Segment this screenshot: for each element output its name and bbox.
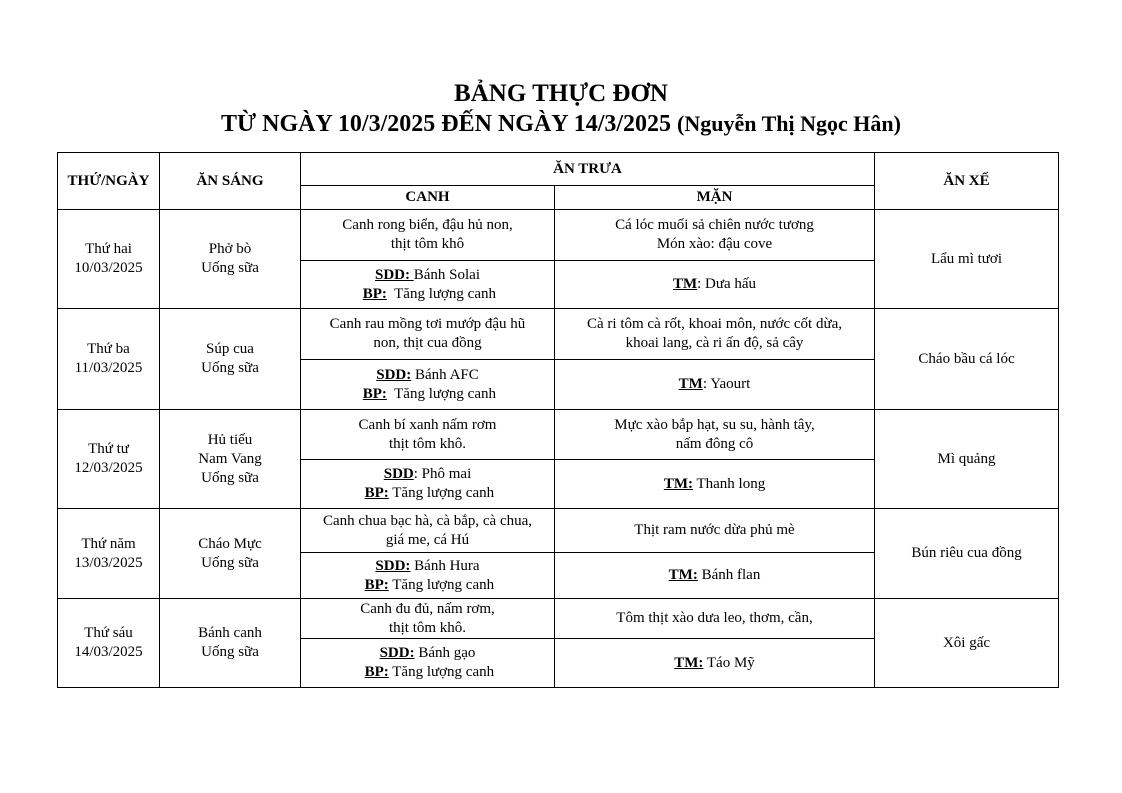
dessert-cell	[555, 460, 875, 509]
sdd-label: SDD	[383, 466, 414, 482]
breakfast-cell	[160, 410, 301, 509]
soup-line: Canh rau mồng tơi mướp đậu hũ	[329, 316, 526, 332]
date: 14/03/2025	[74, 644, 143, 660]
sdd-label: SDD:	[376, 366, 412, 383]
tm-line	[555, 566, 874, 585]
bp-label: BP:	[362, 285, 387, 302]
breakfast-line: Uống sữa	[201, 644, 259, 660]
soup-line: Canh chua bạc hà, cà bắp, cà chua,	[322, 512, 533, 529]
tm-value: Táo Mỹ	[703, 654, 755, 671]
author-name: (Nguyễn Thị Ngọc Hân)	[677, 111, 901, 136]
date: 11/03/2025	[74, 360, 143, 376]
soup-cell	[301, 599, 555, 639]
sdd-value: : Phô mai	[413, 466, 472, 482]
bp-value: Tăng lượng canh	[388, 664, 495, 680]
date: 13/03/2025	[74, 554, 143, 571]
bp-line	[301, 576, 554, 595]
supplement-cell	[301, 639, 555, 688]
sdd-line	[301, 266, 554, 285]
bp-line	[301, 484, 554, 503]
soup-cell	[301, 410, 555, 460]
sdd-line	[301, 366, 554, 385]
tm-label: TM	[672, 276, 698, 292]
date-range-text: TỪ NGÀY 10/3/2025 ĐẾN NGÀY 14/3/2025	[221, 111, 672, 137]
bp-label: BP:	[362, 385, 387, 402]
bp-line	[301, 285, 554, 304]
breakfast-cell	[160, 599, 301, 688]
breakfast-cell	[160, 210, 301, 309]
tm-value: : Yaourt	[702, 376, 751, 392]
menu-table	[57, 152, 1059, 688]
main-dish-line: Cá lóc muối sả chiên nước tương	[615, 217, 814, 233]
breakfast-line: Uống sữa	[201, 260, 259, 276]
breakfast-line: Bánh canh	[198, 625, 262, 641]
snack-cell: Xôi gấc	[875, 599, 1059, 688]
bp-label: BP:	[364, 576, 389, 593]
breakfast-line: Uống sữa	[201, 360, 259, 376]
breakfast-line: Uống sữa	[201, 554, 259, 571]
tm-line	[555, 275, 874, 294]
supplement-cell	[301, 261, 555, 309]
bp-label: BP:	[364, 664, 389, 680]
main-dish-cell	[555, 509, 875, 553]
bp-value: Tăng lượng canh	[386, 285, 497, 302]
header-soup: CANH	[301, 186, 555, 210]
dessert-cell	[555, 360, 875, 410]
day-cell	[58, 410, 160, 509]
main-dish-cell	[555, 599, 875, 639]
tm-line	[555, 475, 874, 494]
supplement-cell	[301, 553, 555, 599]
soup-line: thịt tôm khô.	[388, 435, 467, 452]
main-dish-cell	[555, 210, 875, 261]
main-dish-line: Tôm thịt xào dưa leo, thơm, cần,	[616, 610, 813, 626]
sdd-line	[301, 557, 554, 576]
soup-cell	[301, 309, 555, 360]
tm-value: : Dưa hấu	[697, 276, 757, 292]
breakfast-line: Súp cua	[206, 341, 254, 357]
soup-line: giá me, cá Hú	[385, 531, 470, 548]
day-cell	[58, 599, 160, 688]
breakfast-line: Nam Vang	[198, 450, 262, 467]
main-dish-line: khoai lang, cà ri ấn độ, sả cây	[625, 335, 804, 351]
sdd-label: SDD:	[374, 266, 414, 283]
main-dish-line: Mực xào bắp hạt, su su, hành tây,	[614, 416, 815, 433]
date: 12/03/2025	[74, 460, 143, 476]
bp-value: Tăng lượng canh	[386, 385, 497, 402]
menu-date-range	[0, 111, 1122, 138]
dessert-cell	[555, 553, 875, 599]
sdd-line	[301, 465, 554, 484]
menu-row	[58, 309, 1059, 360]
bp-line	[301, 385, 554, 404]
soup-cell	[301, 509, 555, 553]
soup-line: non, thịt cua đồng	[373, 335, 482, 351]
menu-row	[58, 210, 1059, 261]
snack-cell: Cháo bầu cá lóc	[875, 309, 1059, 410]
sdd-label: SDD:	[375, 557, 411, 574]
supplement-cell	[301, 360, 555, 410]
soup-line: Canh bí xanh nấm rơm	[358, 416, 497, 433]
sdd-value: Bánh Solai	[413, 266, 480, 283]
dessert-cell	[555, 639, 875, 688]
menu-row	[58, 410, 1059, 460]
breakfast-line: Hủ tiếu	[207, 431, 253, 448]
day-cell	[58, 210, 160, 309]
soup-line: thịt tôm khô.	[388, 619, 467, 636]
main-dish-line: Cà ri tôm cà rốt, khoai môn, nước cốt dừa,	[587, 316, 842, 332]
menu-row	[58, 509, 1059, 553]
sdd-value: Bánh AFC	[411, 366, 479, 383]
weekday: Thứ năm	[81, 535, 136, 552]
main-dish-line: Thịt ram nước dừa phủ mè	[634, 522, 795, 538]
header-main: MẶN	[555, 186, 875, 210]
main-dish-cell	[555, 309, 875, 360]
bp-line	[301, 663, 554, 682]
breakfast-cell	[160, 509, 301, 599]
weekday: Thứ sáu	[84, 625, 133, 641]
dessert-cell	[555, 261, 875, 309]
bp-value: Tăng lượng canh	[388, 485, 495, 501]
tm-value: Bánh flan	[697, 567, 761, 583]
header-snack: ĂN XẾ	[875, 153, 1059, 210]
tm-line	[555, 375, 874, 394]
snack-cell: Bún riêu cua đồng	[875, 509, 1059, 599]
bp-label: BP:	[364, 485, 389, 501]
menu-row	[58, 599, 1059, 639]
sdd-line	[301, 644, 554, 663]
snack-cell: Mì quảng	[875, 410, 1059, 509]
weekday: Thứ hai	[85, 241, 132, 257]
main-dish-cell	[555, 410, 875, 460]
soup-line: thịt tôm khô	[390, 236, 465, 252]
tm-label: TM:	[674, 654, 704, 671]
breakfast-line: Phở bò	[208, 241, 252, 257]
soup-line: Canh đu đủ, nấm rơm,	[360, 600, 495, 617]
day-cell	[58, 509, 160, 599]
breakfast-line: Uống sữa	[201, 469, 259, 486]
breakfast-cell	[160, 309, 301, 410]
main-dish-line: Món xào: đậu cove	[656, 236, 773, 252]
sdd-value: Bánh Hura	[410, 557, 480, 574]
menu-title: BẢNG THỰC ĐƠN	[454, 80, 668, 107]
sdd-label: SDD:	[379, 645, 415, 661]
soup-cell	[301, 210, 555, 261]
day-cell	[58, 309, 160, 410]
header-lunch: ĂN TRƯA	[301, 153, 875, 186]
header-day: THỨ/NGÀY	[58, 153, 160, 210]
tm-line	[555, 654, 874, 673]
soup-line: Canh rong biển, đậu hủ non,	[342, 217, 513, 233]
breakfast-line: Cháo Mực	[198, 535, 262, 552]
supplement-cell	[301, 460, 555, 509]
tm-label: TM	[678, 376, 703, 392]
main-dish-line: nấm đông cô	[675, 435, 754, 452]
snack-cell: Lẩu mì tươi	[875, 210, 1059, 309]
header-breakfast: ĂN SÁNG	[160, 153, 301, 210]
weekday: Thứ tư	[88, 441, 129, 457]
tm-label: TM:	[668, 567, 698, 583]
tm-label: TM:	[663, 475, 693, 492]
weekday: Thứ ba	[87, 341, 130, 357]
menu-body	[58, 210, 1059, 688]
date: 10/03/2025	[74, 260, 143, 276]
sdd-value: Bánh gạo	[414, 645, 476, 661]
tm-value: Thanh long	[692, 475, 766, 492]
bp-value: Tăng lượng canh	[388, 576, 495, 593]
